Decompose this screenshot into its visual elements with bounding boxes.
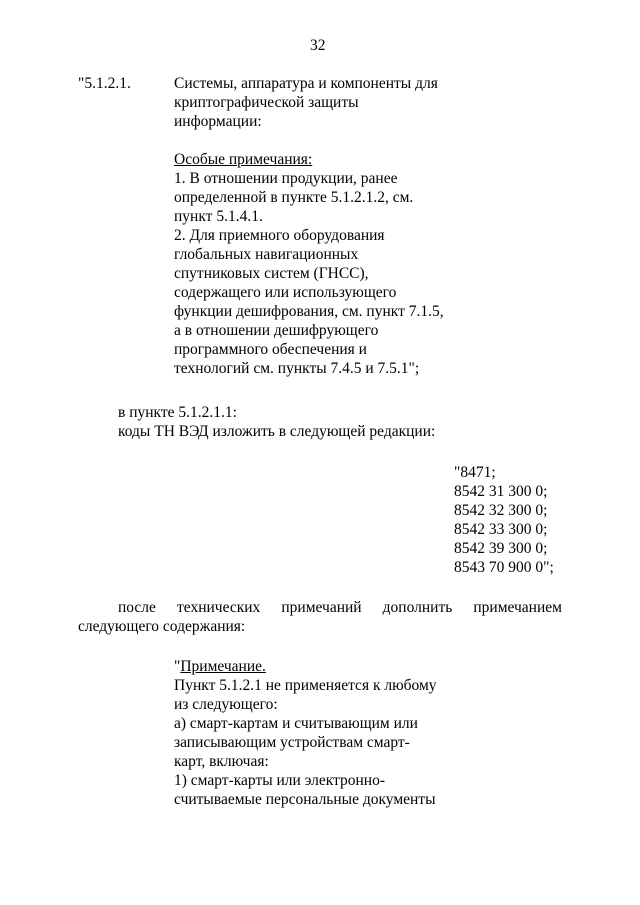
new-note-line: а) смарт-картам и считывающим или [174, 715, 418, 732]
new-note-heading [174, 657, 266, 676]
new-note-line: считываемые персональные документы [174, 791, 436, 808]
new-note-line: записывающим устройствам смарт- [174, 734, 410, 751]
note-line: спутниковых систем (ГНСС), [174, 265, 369, 282]
page-number: 32 [310, 37, 326, 54]
after-notes-line [118, 598, 562, 617]
note-line: определенной в пункте 5.1.2.1.2, см. [174, 189, 414, 206]
new-note-line: карт, включая: [174, 753, 269, 770]
word: технических [177, 599, 261, 616]
word: дополнить [382, 599, 453, 616]
note-line: программного обеспечения и [174, 341, 367, 358]
section-title-line: информации: [174, 113, 262, 130]
section-title-line: Системы, аппаратура и компоненты для [174, 75, 438, 92]
notes-heading: Особые примечания: [174, 151, 313, 168]
note-line: пункт 5.1.4.1. [174, 208, 263, 225]
instruction-line: в пункте 5.1.2.1.1: [118, 404, 237, 421]
note-line: технологий см. пункты 7.4.5 и 7.5.1"; [174, 360, 420, 377]
note-line: функции дешифрования, см. пункт 7.1.5, [174, 303, 444, 320]
note-line: а в отношении дешифрующего [174, 322, 379, 339]
after-notes-line: следующего содержания: [78, 618, 246, 635]
code-line: 8542 31 300 0; [454, 483, 548, 500]
new-note-line: Пункт 5.1.2.1 не применяется к любому [174, 677, 437, 694]
word: примечаний [281, 599, 362, 616]
new-note-line: из следующего: [174, 696, 278, 713]
code-line: 8543 70 900 0"; [454, 559, 554, 576]
code-line: 8542 39 300 0; [454, 540, 548, 557]
code-line: "8471; [454, 464, 496, 481]
code-line: 8542 32 300 0; [454, 502, 548, 519]
section-title-line: криптографической защиты [174, 94, 359, 111]
code-line: 8542 33 300 0; [454, 521, 548, 538]
heading-quote: " [174, 658, 181, 675]
new-note-line: 1) смарт-карты или электронно- [174, 772, 385, 789]
heading-text: Примечание. [180, 658, 266, 675]
note-line: 1. В отношении продукции, ранее [174, 170, 398, 187]
word: примечанием [473, 599, 562, 616]
word: после [118, 599, 156, 616]
note-line: 2. Для приемного оборудования [174, 227, 385, 244]
note-line: содержащего или использующего [174, 284, 397, 301]
note-line: глобальных навигационных [174, 246, 359, 263]
section-number: "5.1.2.1. [78, 75, 131, 92]
instruction-line: коды ТН ВЭД изложить в следующей редакции: [118, 423, 436, 440]
